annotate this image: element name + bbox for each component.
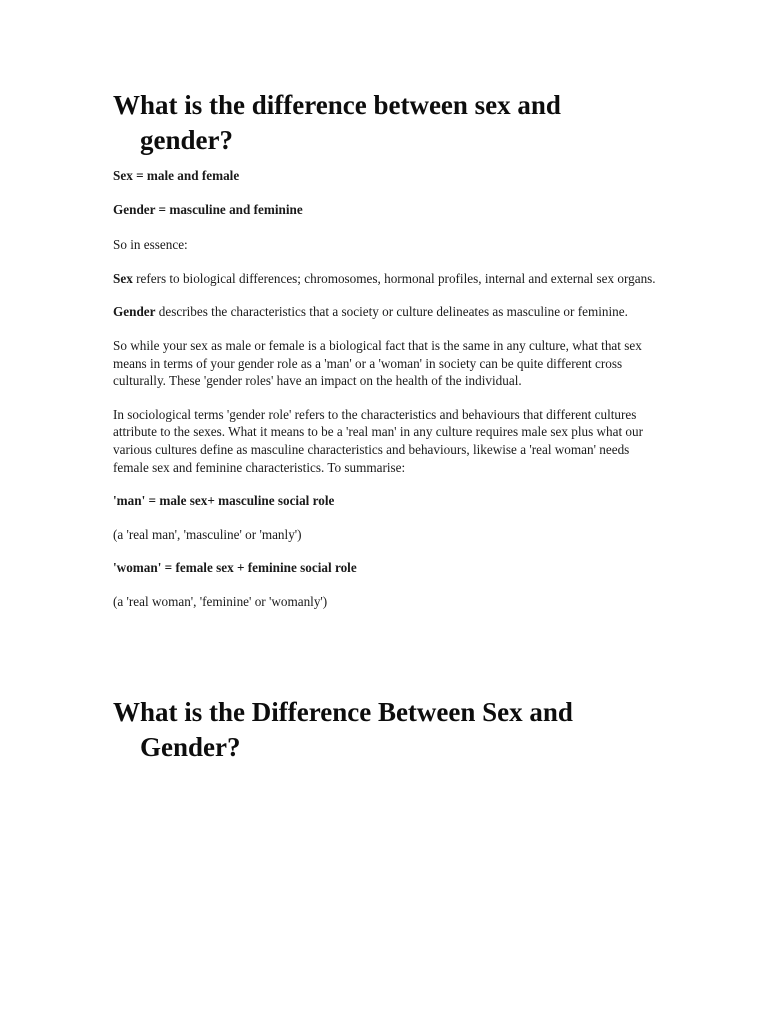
essence-line: So in essence: — [113, 237, 188, 253]
woman-formula: 'woman' = female sex + feminine social role — [113, 560, 357, 576]
gender-description: describes the characteristics that a society or culture delineates as masculine or feminine. — [155, 304, 628, 320]
biological-fact-paragraph: So while your sex as male or female is a biological fact that is the same in any culture, what that sex means in terms of your gender role as a 'man' or a 'woman' in society can be quite different cross culturally. These 'gender roles' have an impact on the health of the individual. — [113, 337, 642, 389]
sex-term: Sex — [113, 270, 133, 286]
gender-paragraph — [113, 303, 658, 321]
sex-definition: Sex = male and female — [113, 168, 240, 183]
sex-description: refers to biological differences; chromosomes, hormonal profiles, internal and external sex organs. — [132, 270, 656, 286]
man-example: (a 'real man', 'masculine' or 'manly') — [113, 526, 302, 542]
main-heading: What is the difference between sex and gender? — [113, 90, 561, 155]
sex-paragraph — [113, 270, 658, 288]
second-heading: What is the Difference Between Sex and Gender? — [113, 696, 573, 762]
gender-term: Gender — [113, 304, 156, 320]
gender-definition: Gender = masculine and feminine — [113, 201, 303, 217]
document-body — [113, 88, 658, 765]
man-formula: 'man' = male sex+ masculine social role — [113, 493, 335, 509]
woman-example: (a 'real woman', 'feminine' or 'womanly') — [113, 593, 328, 609]
sociological-paragraph: In sociological terms 'gender role' refers to the characteristics and behaviours that different cultures attribute to the sexes. What it means to be a 'real man' in any culture requires male sex plus what our various cultures define as masculine characteristics and behaviours, likewise a 'real woman' needs female sex and feminine characteristics. To summarise: — [113, 406, 644, 475]
